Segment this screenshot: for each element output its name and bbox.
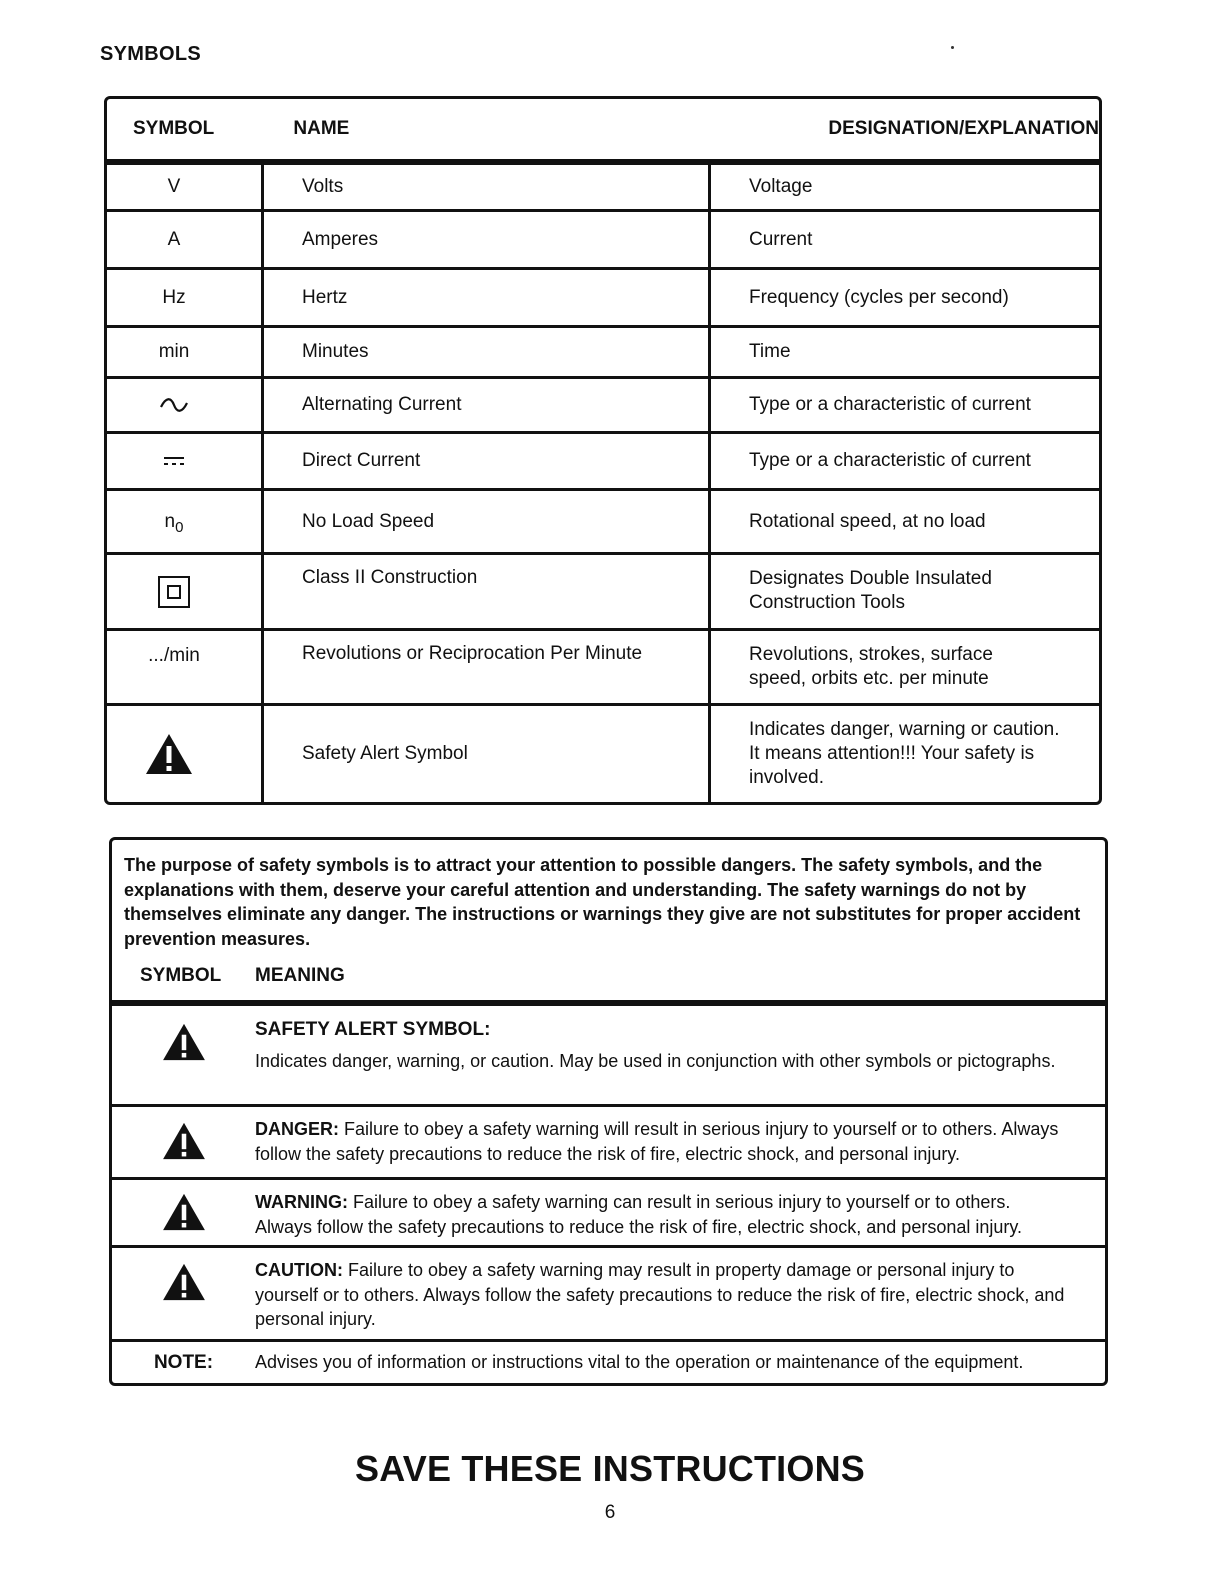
table-row	[107, 552, 1099, 628]
designation-cell: Voltage	[749, 176, 813, 197]
page-number: 6	[604, 1502, 616, 1523]
designation-line: Construction Tools	[749, 592, 905, 613]
symbol-cell	[107, 434, 264, 488]
no-load-speed-symbol: n	[164, 510, 176, 532]
meaning-cell	[255, 1248, 1105, 1339]
designation-cell	[711, 555, 1099, 628]
name-cell: No Load Speed	[264, 491, 711, 552]
safety-alert-title: SAFETY ALERT SYMBOL:	[255, 1019, 491, 1040]
caution-text: Failure to obey a safety warning may result in property damage or personal injury to yourself or to others. Always follow the safety precautions to reduce the risk of fire, electric shock, and personal injury.	[255, 1260, 1065, 1329]
designation-cell	[711, 706, 1099, 802]
symbol-cell	[112, 1248, 255, 1339]
table-row	[112, 1177, 1105, 1245]
name-cell: Revolutions or Reciprocation Per Minute	[264, 631, 711, 703]
table-row	[107, 488, 1099, 552]
name-cell: Minutes	[264, 328, 711, 376]
table-row	[107, 162, 1099, 209]
table-row	[107, 325, 1099, 376]
symbol-cell	[107, 379, 264, 431]
warning-label: WARNING:	[255, 1192, 348, 1212]
table-row	[107, 376, 1099, 431]
name-cell: Volts	[264, 165, 711, 209]
safety-alert-icon	[161, 1192, 207, 1232]
symbol-cell	[107, 491, 264, 552]
name-cell: Amperes	[264, 212, 711, 267]
intro-paragraph: The purpose of safety symbols is to attract your attention to possible dangers. The safety symbols, and the explanations with them, deserve your careful attention and understanding. The safety warnings do not by themselves eliminate any danger. The instructions or warnings they give are not substitutes for proper accident prevention measures.	[124, 855, 1081, 949]
meaning-table-header	[112, 951, 1105, 1003]
symbol-cell: .../min	[107, 631, 264, 703]
meaning-cell	[255, 1006, 1105, 1104]
danger-label: DANGER:	[255, 1119, 339, 1139]
safety-alert-text: Indicates danger, warning, or caution. May be used in conjunction with other symbols or pictographs.	[255, 1050, 1056, 1071]
meaning-table	[109, 837, 1108, 1386]
designation-line: It means attention!!! Your safety is	[749, 743, 1035, 764]
safety-alert-icon	[161, 1262, 207, 1302]
designation-line: speed, orbits etc. per minute	[749, 668, 989, 689]
designation-line: Revolutions, strokes, surface	[749, 644, 993, 665]
designation-cell	[711, 631, 1099, 703]
table-row	[112, 1339, 1105, 1383]
no-load-speed-subscript: 0	[175, 519, 184, 536]
safety-alert-icon	[161, 1121, 207, 1161]
symbols-table	[104, 96, 1102, 805]
table-row	[107, 267, 1099, 325]
table-row	[107, 628, 1099, 703]
symbol-cell: V	[107, 165, 264, 209]
designation-cell: Current	[749, 228, 813, 250]
table-row	[112, 1104, 1105, 1177]
save-instructions-title: SAVE THESE INSTRUCTIONS	[355, 1448, 865, 1489]
safety-alert-icon	[161, 1022, 207, 1062]
caution-label: CAUTION:	[255, 1260, 343, 1280]
table-row	[112, 1003, 1105, 1104]
designation-cell: Rotational speed, at no load	[749, 510, 986, 532]
header-symbol: SYMBOL	[140, 964, 222, 986]
header-name: NAME	[293, 118, 350, 139]
symbol-cell	[112, 1180, 255, 1245]
name-cell: Safety Alert Symbol	[264, 706, 711, 802]
table-row	[107, 209, 1099, 267]
designation-line: Indicates danger, warning or caution.	[749, 719, 1060, 740]
symbol-cell: Hz	[107, 270, 264, 325]
designation-cell: Frequency (cycles per second)	[749, 286, 1009, 308]
symbol-cell: A	[107, 212, 264, 267]
designation-cell: Type or a characteristic of current	[749, 450, 1031, 471]
designation-line: Designates Double Insulated	[749, 568, 992, 589]
designation-line: involved.	[749, 767, 824, 788]
safety-alert-icon	[144, 732, 194, 776]
symbol-cell	[112, 1006, 255, 1104]
note-label: NOTE:	[153, 1351, 214, 1373]
header-symbol: SYMBOL	[133, 118, 215, 139]
direct-current-icon	[163, 455, 185, 467]
note-text: Advises you of information or instructions vital to the operation or maintenance of the equipment.	[255, 1352, 1024, 1373]
symbol-cell: min	[107, 328, 264, 376]
warning-text: Failure to obey a safety warning can result in serious injury to yourself or to others. Always follow the safety precautions to reduce the risk of fire, electric shock, and personal injury.	[255, 1192, 1023, 1237]
stray-dot	[951, 46, 954, 49]
class-ii-icon	[158, 576, 190, 608]
name-cell: Direct Current	[264, 434, 711, 488]
designation-cell: Type or a characteristic of current	[749, 394, 1031, 415]
name-cell: Class II Construction	[264, 555, 711, 628]
header-meaning: MEANING	[255, 964, 345, 986]
designation-cell: Time	[749, 341, 791, 362]
symbols-table-header	[107, 99, 1099, 162]
meaning-cell	[255, 1107, 1105, 1177]
symbol-cell	[107, 706, 264, 802]
symbol-cell	[112, 1107, 255, 1177]
symbol-cell	[107, 555, 264, 628]
section-title: SYMBOLS	[100, 43, 201, 65]
table-row	[112, 1245, 1105, 1339]
danger-text: Failure to obey a safety warning will result in serious injury to yourself or to others. Always follow the safety precautions to reduce the risk of fire, electric shock, and personal injury.	[255, 1119, 1059, 1164]
meaning-cell	[255, 1180, 1105, 1245]
header-designation: DESIGNATION/EXPLANATION	[828, 118, 1099, 139]
alternating-current-icon	[159, 395, 189, 415]
table-row	[107, 703, 1099, 802]
name-cell: Hertz	[264, 270, 711, 325]
table-row	[107, 431, 1099, 488]
name-cell: Alternating Current	[264, 379, 711, 431]
